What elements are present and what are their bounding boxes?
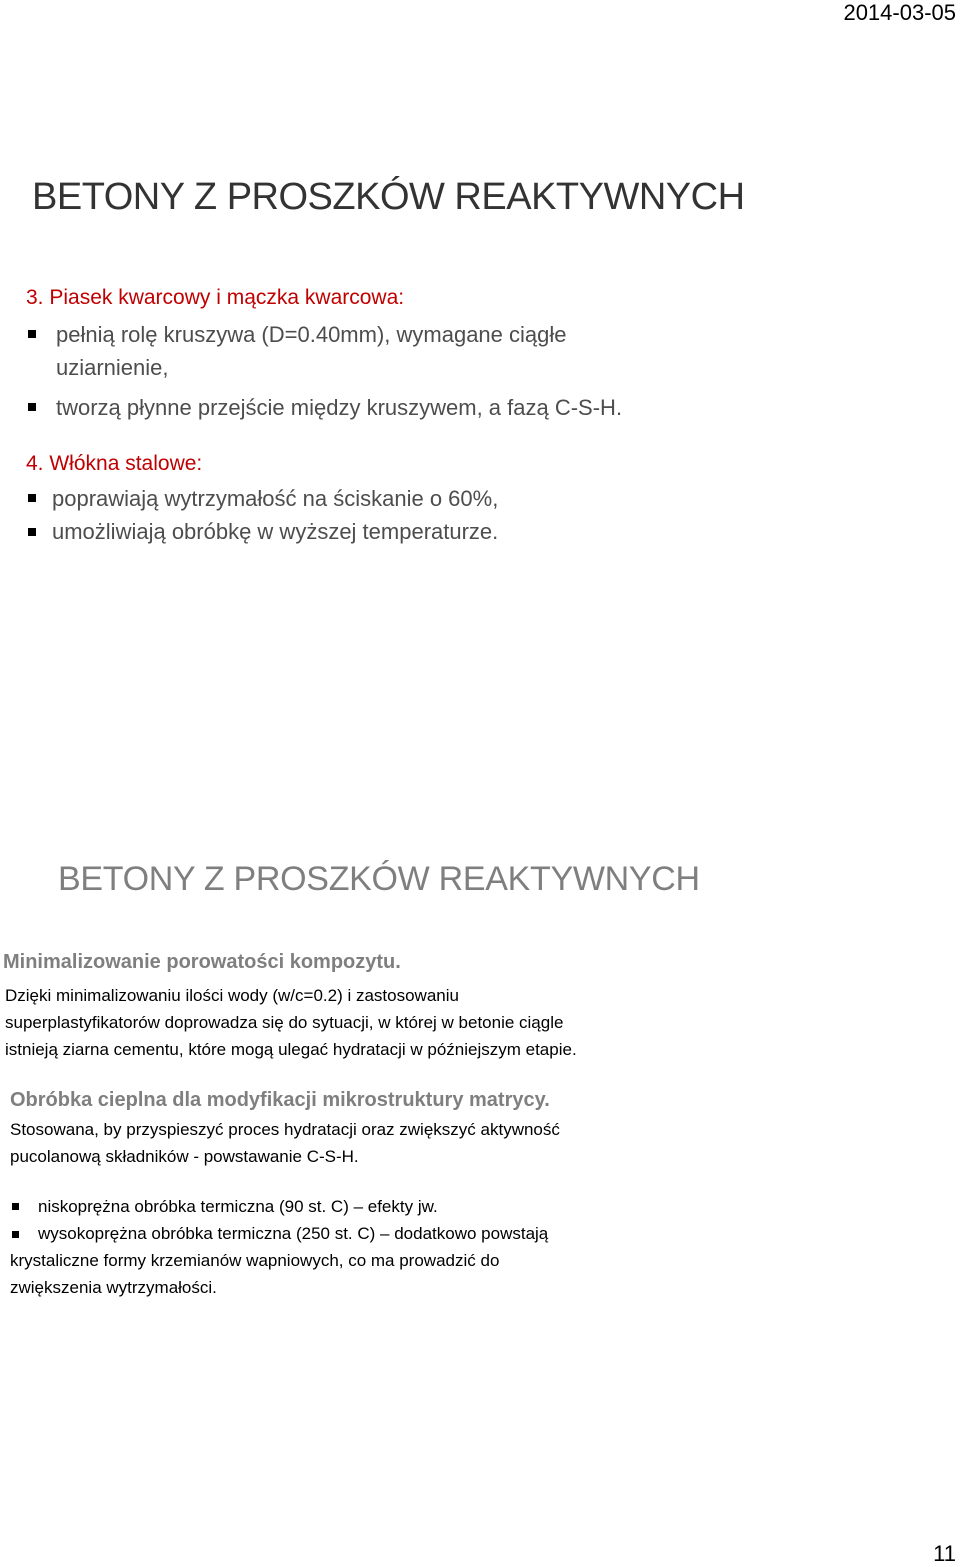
bullet2-cont-line1: krystaliczne formy krzemianów wapniowych, co ma prowadzić do [10,1251,500,1270]
item3-heading: 3. Piasek kwarcowy i mączka kwarcowa: [26,286,405,309]
item3-bullet1-line2: uziarnienie, [56,355,169,380]
header-date: 2014-03-05 [843,0,956,25]
item4-bullet2: umożliwiają obróbkę w wyższej temperaturze. [52,519,499,544]
slide2-title: BETONY Z PROSZKÓW REAKTYWNYCH [58,860,700,898]
para1-line1: Dzięki minimalizowaniu ilości wody (w/c=0.2) i zastosowaniu [5,986,459,1005]
bullet-icon [28,403,36,411]
page-number: 11 [933,1541,956,1566]
subheading-heat-treatment: Obróbka cieplna dla modyfikacji mikrostruktury matrycy. [10,1089,550,1111]
para1-line3: istnieją ziarna cementu, które mogą ulegać hydratacji w późniejszym etapie. [5,1040,577,1059]
bullet-icon [28,528,36,536]
para1-line2: superplastyfikatorów doprowadza się do sytuacji, w której w betonie ciągle [5,1013,564,1032]
bullet-icon [28,330,36,338]
bullet1-text: niskoprężna obróbka termiczna (90 st. C) – efekty jw. [38,1197,438,1216]
para2-line2: pucolanową składników - powstawanie C-S-H. [10,1147,359,1166]
item4-bullet1: poprawiają wytrzymałość na ściskanie o 60%, [52,486,499,511]
bullet-icon [28,494,36,502]
item4-heading: 4. Włókna stalowe: [26,452,203,475]
item3-bullet2: tworzą płynne przejście między kruszywem, a fazą C-S-H. [56,395,623,420]
subheading-porosity: Minimalizowanie porowatości kompozytu. [3,951,401,973]
item3-bullet1-line1: pełnią rolę kruszywa (D=0.40mm), wymagane ciągłe [56,322,567,347]
bullet2-text: wysokoprężna obróbka termiczna (250 st. C) – dodatkowo powstają [38,1224,549,1243]
bullet-icon [12,1203,19,1210]
para2-line1: Stosowana, by przyspieszyć proces hydratacji oraz zwiększyć aktywność [10,1120,560,1139]
bullet2-cont-line2: zwiększenia wytrzymałości. [10,1278,217,1297]
slide1-title: BETONY Z PROSZKÓW REAKTYWNYCH [32,176,745,218]
bullet-icon [12,1231,19,1238]
